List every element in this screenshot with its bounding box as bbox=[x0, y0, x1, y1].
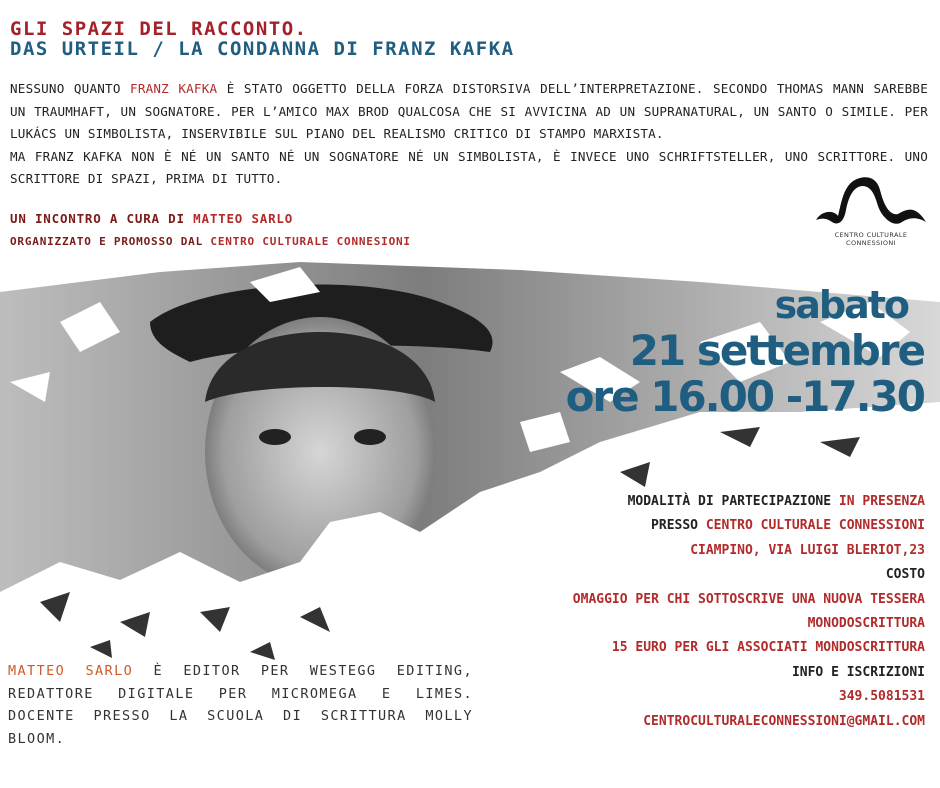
phone-number[interactable]: 349.5081531 bbox=[838, 689, 925, 705]
intro-kafka-highlight: FRANZ KAFKA bbox=[130, 81, 218, 96]
cost-line-2: MONODOSCRITTURA bbox=[807, 616, 925, 632]
event-day: sabato bbox=[774, 283, 908, 327]
event-time: ore 16.00 -17.30 bbox=[565, 372, 924, 421]
organizer-name: CENTRO CULTURALE CONNESIONI bbox=[210, 235, 411, 248]
speaker-bio-text: È EDITOR PER WESTEGG EDITING, REDATTORE DIGITALE PER MICROMEGA E LIMES. DOCENTE PRESSO LA SCUOLA DI SCRITTURA MOLLY BLOOM. bbox=[8, 663, 473, 747]
organizer-label: ORGANIZZATO E PROMOSSO DAL bbox=[10, 235, 211, 248]
venue-address: CIAMPINO, VIA LUIGI BLERIOT,23 bbox=[690, 542, 925, 558]
venue-line bbox=[573, 514, 925, 538]
event-date-day-month: 21 settembre bbox=[629, 326, 924, 375]
cost-line-1: OMAGGIO PER CHI SOTTOSCRIVE UNA NUOVA TESSERA bbox=[572, 591, 925, 607]
intro-text bbox=[10, 78, 928, 191]
participation-line bbox=[573, 490, 925, 514]
title-line-1: GLI SPAZI DEL RACCONTO. bbox=[10, 18, 308, 40]
participation-value: IN PRESENZA bbox=[838, 494, 925, 509]
logo bbox=[812, 170, 930, 250]
venue-name: CENTRO CULTURALE CONNESSIONI bbox=[705, 518, 925, 534]
participation-label: MODALITÀ DI PARTECIPAZIONE bbox=[627, 494, 839, 509]
venue-label: PRESSO bbox=[651, 518, 706, 534]
logo-wave-icon bbox=[812, 170, 930, 230]
organizer-line bbox=[10, 235, 411, 248]
speaker-bio bbox=[8, 660, 473, 750]
cost-line-3: 15 EURO PER GLI ASSOCIATI MONDOSCRITTURA bbox=[611, 640, 925, 656]
event-date bbox=[566, 282, 924, 420]
cost-label: COSTO bbox=[885, 567, 925, 583]
info-label: INFO E ISCRIZIONI bbox=[791, 664, 925, 680]
curator-label: UN INCONTRO A CURA DI bbox=[10, 211, 194, 226]
title-line-2: DAS URTEIL / LA CONDANNA DI FRANZ KAFKA bbox=[10, 38, 515, 60]
curator-name: MATTEO SARLO bbox=[193, 211, 294, 226]
email-address[interactable]: CENTROCULTURALECONNESSIONI@GMAIL.COM bbox=[643, 713, 925, 729]
logo-text: CENTRO CULTURALE CONNESSIONI bbox=[834, 231, 908, 247]
intro-p1-start: NESSUNO QUANTO bbox=[10, 81, 131, 96]
event-info bbox=[573, 490, 925, 734]
intro-p1-rest: È STATO OGGETTO DELLA FORZA DISTORSIVA DELL’INTERPRETAZIONE. SECONDO THOMAS MANN SAREBBE UN TRAUMHAFT, UN SOGNATORE. PER L’AMICO MAX BROD QUALCOSA CHE SI AVVICINA AD UN SUPRANATURAL, UN SANTO O SIMILE. PER LUKÁCS UN SIMBOLISTA, INSERVIBILE SUL PIANO DEL REALISMO CRITICO DI STAMPO MARXISTA. bbox=[10, 81, 928, 141]
curator-line bbox=[10, 211, 293, 226]
speaker-name: MATTEO SARLO bbox=[8, 663, 134, 679]
intro-p2: MA FRANZ KAFKA NON È NÉ UN SANTO NÉ UN SOGNATORE NÉ UN SIMBOLISTA, È INVECE UNO SCHRIFTSTELLER, UNO SCRITTORE. UNO SCRITTORE DI SPAZI, PRIMA DI TUTTO. bbox=[10, 148, 928, 186]
